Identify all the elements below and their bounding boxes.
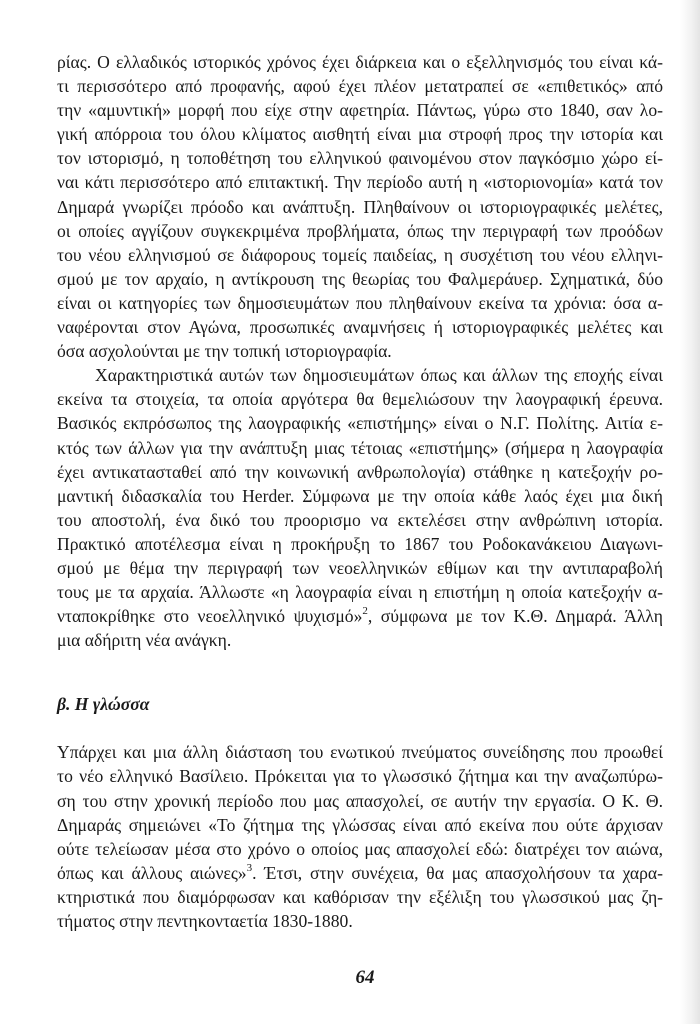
text-line: μαντική διδασκαλία του Herder. Σύμφωνα με την οποία κάθε λαός έχει μια δική [57, 485, 663, 506]
text-segment: νταποκρίθηκε στο νεοελληνικό ψυχισμό» [57, 606, 363, 627]
text-line: Δημαρά γνωρίζει πρόοδο και ανάπτυξη. Πληθαίνουν οι ιστοριογραφικές μελέτες, [57, 196, 663, 217]
text-line: ρίας. Ο ελλαδικός ιστορικός χρόνος έχει διάρκεια και ο εξελληνισμός του είναι κά- [57, 52, 663, 72]
text-line-with-footnote [57, 861, 663, 885]
text-line: εκείνα τα στοιχεία, τα οποία αργότερα θα θεμελιώσουν την λαογραφική έρευνα. [57, 389, 663, 410]
document-page [57, 50, 663, 933]
text-line: είναι οι κατηγορίες των δημοσιευμάτων που πληθαίνουν εκείνα τα χρόνια: όσα α- [57, 292, 663, 313]
text-line: σμού με θέμα την περιγραφή των νεοελληνικών εθίμων και την αντιπαραβολή [57, 557, 663, 578]
text-segment: , σύμφωνα με τον Κ.Θ. Δημαρά. Άλλη [367, 606, 664, 627]
text-line: Βασικός εκπρόσωπος της λαογραφικής «επιστήμης» είναι ο Ν.Γ. Πολίτης. Αιτία ε- [57, 413, 663, 434]
text-line: κτός των άλλων για την ανάπτυξη μιας τέτοιας «επιστήμης» (σήμερα η λαογραφία [57, 437, 663, 458]
text-line: μια αδήριτη νέα ανάγκη. [57, 630, 232, 651]
page-number: 64 [355, 967, 375, 988]
paragraph-3 [57, 740, 663, 933]
text-line: οι οποίες αγγίζουν συγκεκριμένα προβλήματα, όπως την περιγραφή των προόδων [57, 220, 663, 241]
text-line-with-footnote [57, 604, 663, 628]
text-line: Υπάρχει και μια άλλη διάσταση του ενωτικού πνεύματος συνείδησης που προωθεί [57, 742, 663, 763]
text-line: ση του στην χρονική περίοδο που μας απασχολεί, σε αυτήν την εργασία. Ο Κ. Θ. [57, 790, 663, 811]
text-line: σμού με τον αρχαίο, η αντίκρουση της θεωρίας του Φαλμεράυερ. Σχηματικά, δύο [57, 268, 663, 289]
text-line: γική απόρροια του όλου κλίματος αισθητή είναι μια στροφή προς την ιστορία και [57, 124, 663, 145]
text-line: Δημαράς σημειώνει «Το ζήτημα της γλώσσας είναι από εκείνα που ούτε άρχισαν [57, 814, 663, 835]
text-line: την «αμυντική» μορφή που είχε στην αφετηρία. Πάντως, γύρω στο 1840, σαν λο- [57, 100, 663, 121]
text-line: ούτε τελείωσαν μέσα στο χρόνο ο οποίος μας απασχολεί εδώ: διατρέχει τον αιώνα, [57, 838, 663, 859]
text-line: τον ιστορισμό, η τοποθέτηση του ελληνικού φαινομένου στον παγκόσμιο χώρο εί- [57, 148, 663, 169]
footnote-ref-2[interactable]: 2 [362, 605, 368, 618]
paragraph-1 [57, 50, 663, 363]
text-line: τους με τα αρχαία. Άλλωστε «η λαογραφία είναι η επιστήμη η οποία κατεξοχήν α- [57, 582, 663, 603]
footnote-ref-3[interactable]: 3 [246, 861, 253, 874]
text-line: τι περισσότερο από προφανής, αφού έχει πλέον μετατραπεί σε «επιθετικός» από [57, 76, 663, 97]
text-line: έχει αντικατασταθεί από την κοινωνική ανθρωπολογία) στάθηκε η κατεξοχήν ρο- [57, 461, 663, 482]
text-line: όσα ασχολούνται με την τοπική ιστοριογραφία. [57, 341, 392, 362]
text-line: ναι κάτι περισσότερο από επιτακτική. Την περίοδο αυτή η «ιστοριονομία» κατά τον [57, 172, 663, 193]
text-line: κτηριστικά που διαμόρφωσαν και καθόρισαν την εξέλιξη του γλωσσικού μας ζη- [57, 886, 663, 907]
text-line: του αποστολή, ένα δικό του προορισμο να εκτελέσει στην ανθρώπινη ιστορία. [57, 509, 663, 530]
text-line: Χαρακτηριστικά αυτών των δημοσιευμάτων όπως και άλλων της εποχής είναι [95, 365, 663, 386]
paragraph-2 [57, 363, 663, 652]
text-line: τήματος στην πεντηκονταετία 1830-1880. [57, 911, 353, 931]
text-segment: όπως και άλλους αιώνες» [57, 862, 247, 883]
text-line: ναφέρονται στον Αγώνα, προσωπικές αναμνήσεις ή ιστοριογραφικές μελέτες και [57, 317, 663, 338]
text-line: του νέου ελληνισμού σε διάφορους τομείς παιδείας, η συσχέτιση του νέου ελληνι- [57, 244, 663, 265]
text-line: το νέο ελληνικό Βασίλειο. Πρόκειται για το γλωσσικό ζήτημα και την αναζωπύρω- [57, 766, 663, 787]
text-segment: . Έτσι, στην συνέχεια, θα μας απασχολήσουν τα χαρα- [252, 862, 663, 883]
text-line: Πρακτικό αποτέλεσμα είναι η προκήρυξη το 1867 του Ροδοκανάκειου Διαγωνι- [57, 533, 663, 554]
section-heading: β. Η γλώσσα [57, 694, 150, 715]
